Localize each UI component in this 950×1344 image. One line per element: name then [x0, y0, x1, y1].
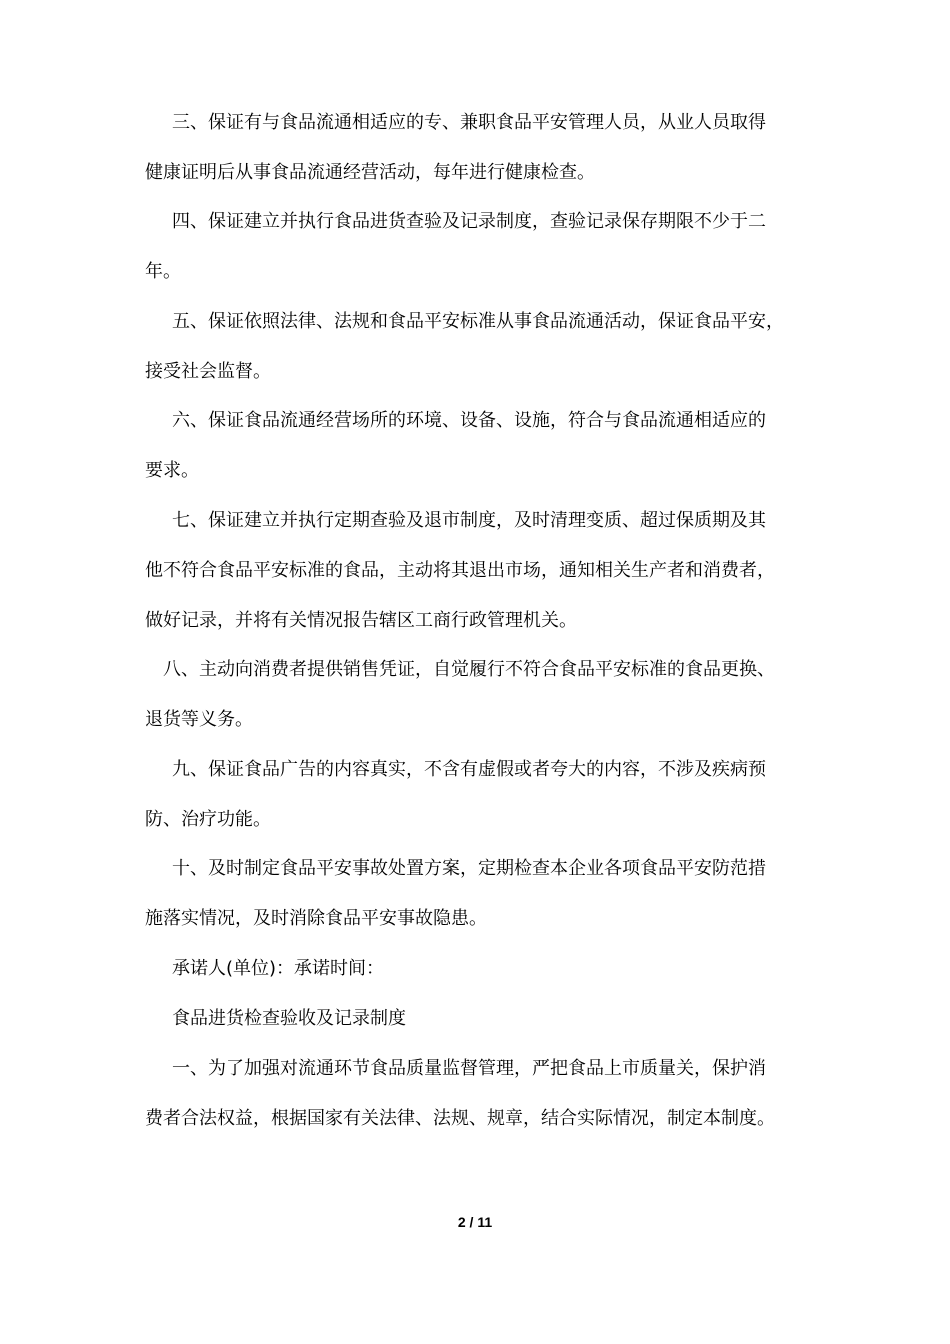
signature-line: 承诺人(单位)：承诺时间： — [172, 958, 385, 979]
paragraph-3-line-2: 健康证明后从事食品流通经营活动，每年进行健康检查。 — [145, 162, 595, 183]
paragraph-7-line-1: 七、保证建立并执行定期查验及退市制度，及时清理变质、超过保质期及其 — [172, 510, 766, 531]
paragraph-8-line-1: 八、主动向消费者提供销售凭证，自觉履行不符合食品平安标准的食品更换、 — [163, 659, 775, 680]
paragraph-6-line-1: 六、保证食品流通经营场所的环境、设备、设施，符合与食品流通相适应的 — [172, 410, 766, 431]
paragraph-6-line-2: 要求。 — [145, 460, 199, 481]
paragraph-4-line-1: 四、保证建立并执行食品进货查验及记录制度，查验记录保存期限不少于二 — [172, 211, 766, 232]
section-paragraph-1-line-2: 费者合法权益，根据国家有关法律、法规、规章，结合实际情况，制定本制度。 — [145, 1108, 775, 1129]
paragraph-9-line-1: 九、保证食品广告的内容真实，不含有虚假或者夸大的内容，不涉及疾病预 — [172, 759, 766, 780]
paragraph-4-line-2: 年。 — [145, 261, 181, 282]
paragraph-5-line-2: 接受社会监督。 — [145, 361, 271, 382]
paragraph-8-line-2: 退货等义务。 — [145, 709, 253, 730]
paragraph-7-line-2: 他不符合食品平安标准的食品，主动将其退出市场，通知相关生产者和消费者， — [145, 560, 775, 581]
paragraph-10-line-2: 施落实情况，及时消除食品平安事故隐患。 — [145, 908, 487, 929]
section-title: 食品进货检查验收及记录制度 — [172, 1008, 406, 1029]
paragraph-5-line-1: 五、保证依照法律、法规和食品平安标准从事食品流通活动，保证食品平安， — [172, 311, 784, 332]
section-paragraph-1-line-1: 一、为了加强对流通环节食品质量监督管理，严把食品上市质量关，保护消 — [172, 1058, 766, 1079]
paragraph-10-line-1: 十、及时制定食品平安事故处置方案，定期检查本企业各项食品平安防范措 — [172, 858, 766, 879]
paragraph-9-line-2: 防、治疗功能。 — [145, 809, 271, 830]
paragraph-3-line-1: 三、保证有与食品流通相适应的专、兼职食品平安管理人员，从业人员取得 — [172, 112, 766, 133]
page-number: 2 / 11 — [457, 1214, 493, 1230]
paragraph-7-line-3: 做好记录，并将有关情况报告辖区工商行政管理机关。 — [145, 610, 577, 631]
